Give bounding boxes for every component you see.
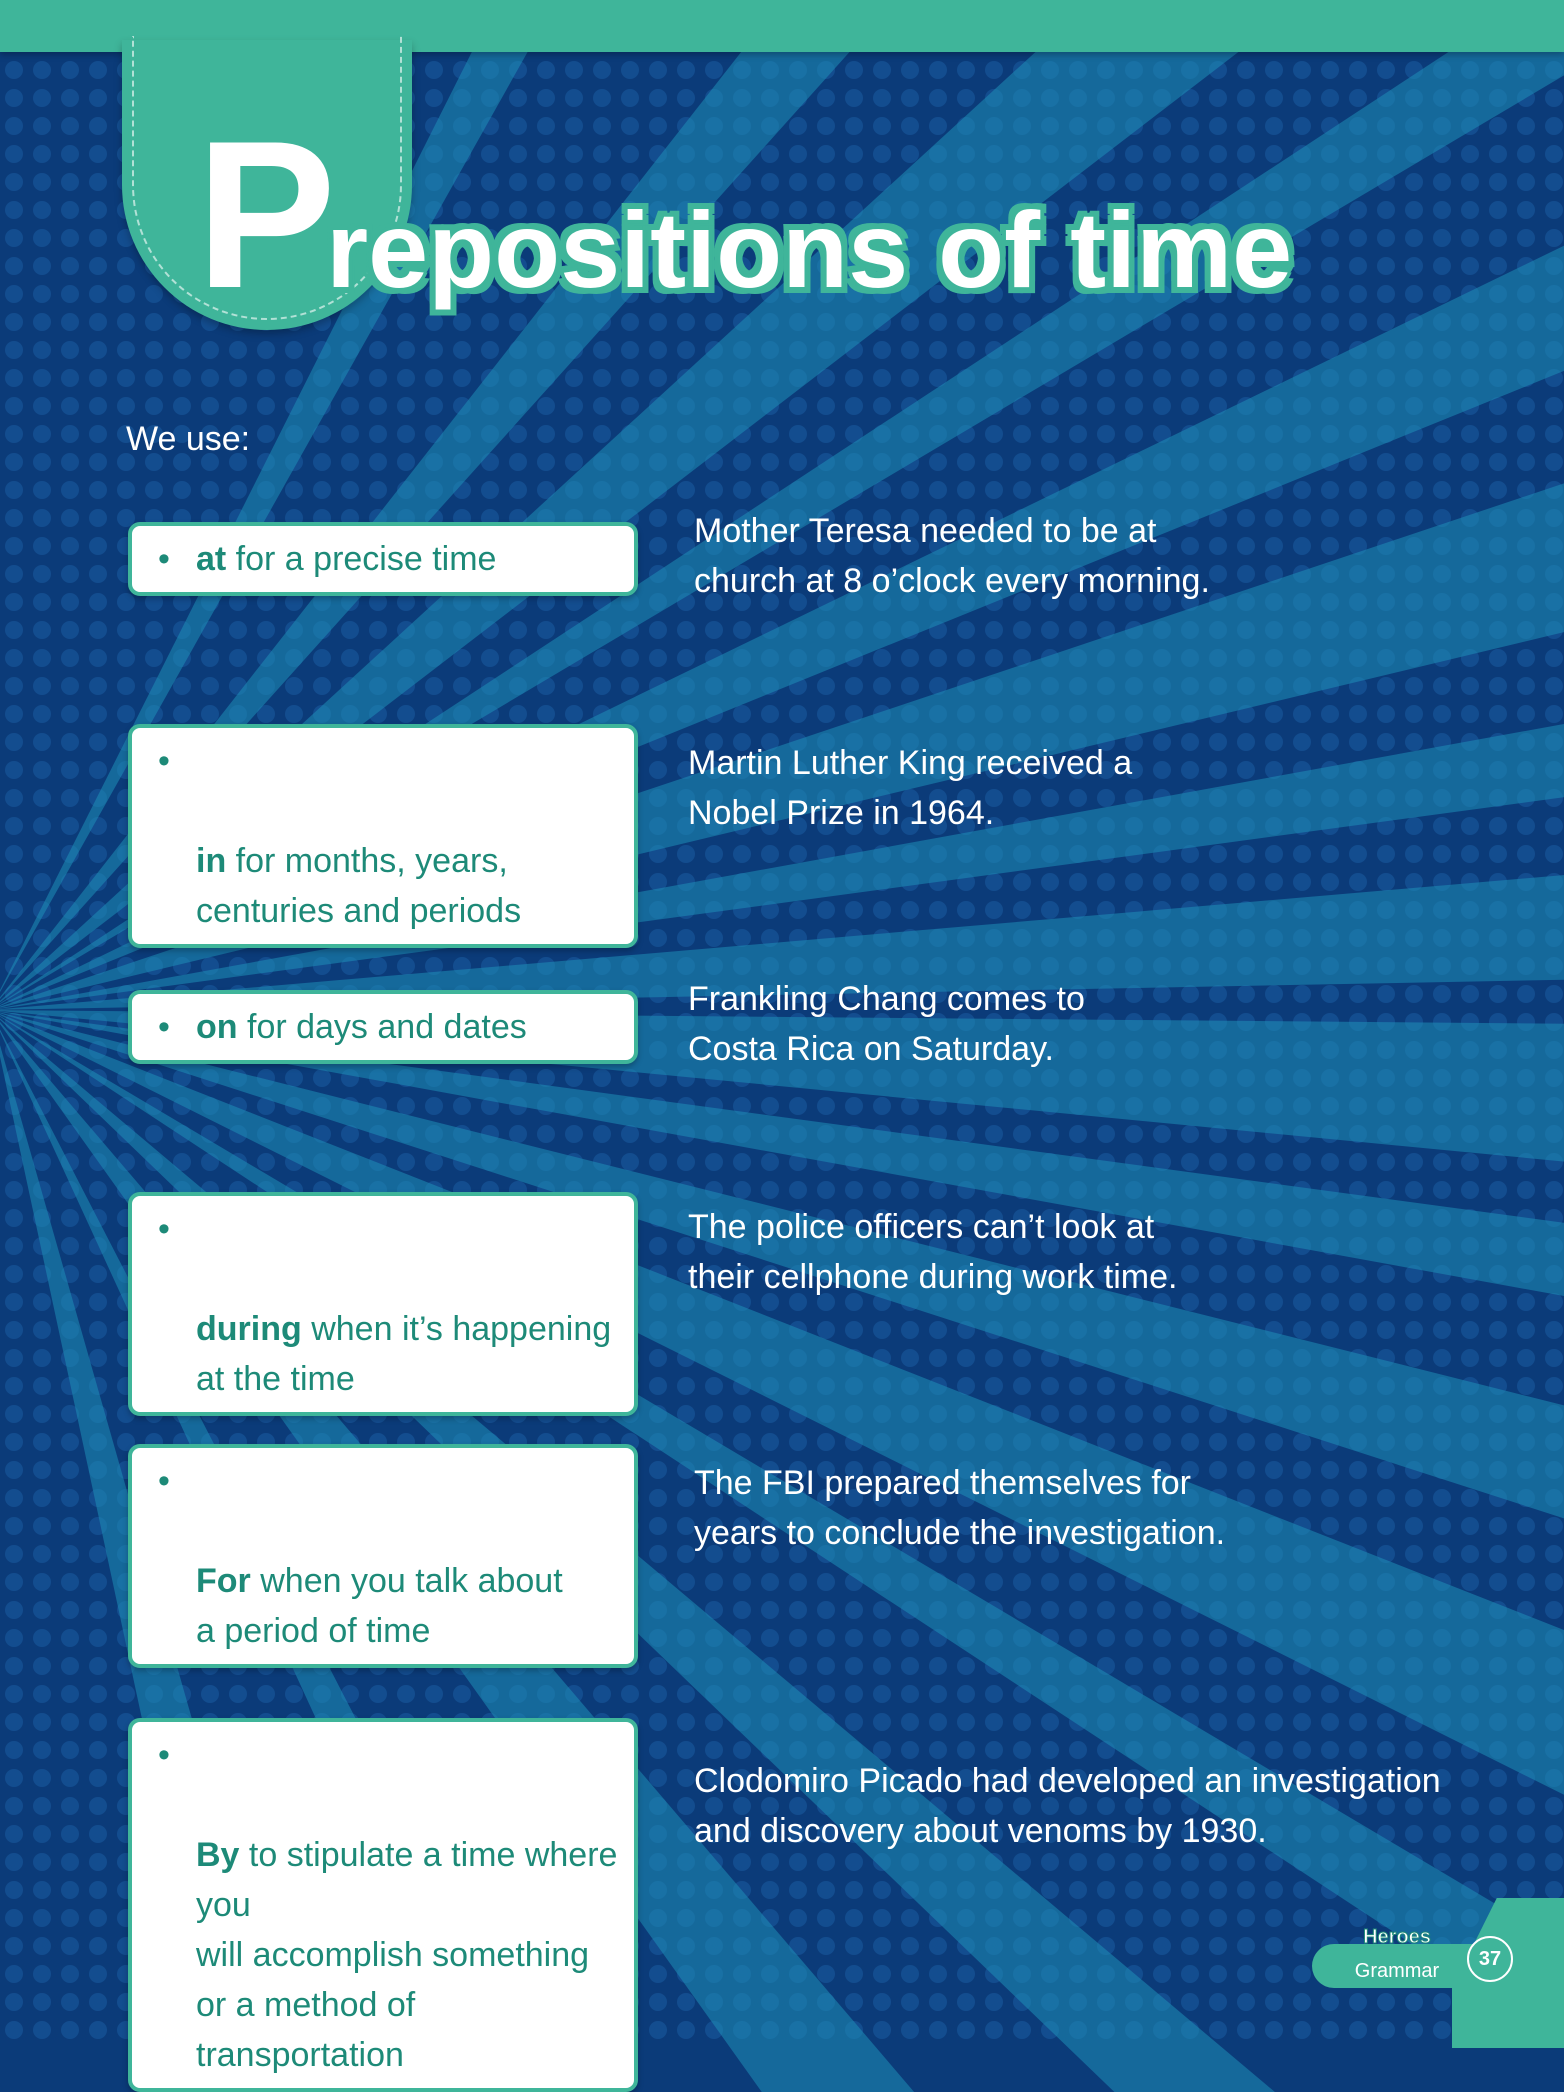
rule-box-on: [128, 990, 638, 1064]
example-on: Frankling Chang comes to Costa Rica on Saturday.: [688, 980, 1085, 1068]
rule-text: when you talk about a period of time: [196, 1562, 563, 1650]
example-by: Clodomiro Picado had developed an investigation and discovery about venoms by 1930.: [694, 1762, 1441, 1850]
rule-keyword: during: [196, 1310, 302, 1348]
example-at: Mother Teresa needed to be at church at 8 o’clock every morning.: [694, 512, 1210, 600]
rule-keyword: in: [196, 842, 227, 880]
example-in: Martin Luther King received a Nobel Prize in 1964.: [688, 744, 1133, 832]
intro-text: We use:: [126, 420, 251, 458]
rule-text: for months, years, centuries and periods: [196, 842, 522, 930]
rule-text: when it’s happening at the time: [196, 1310, 612, 1398]
rule-keyword: at: [196, 540, 227, 578]
rule-text: to stipulate a time where you will accomplish something or a method of transportation: [196, 1836, 618, 2074]
rule-box-for: [128, 1444, 638, 1668]
bullet-icon: •: [158, 540, 170, 578]
rule-keyword: By: [196, 1836, 240, 1874]
rule-box-by: [128, 1718, 638, 2092]
page-number: 37: [1467, 1936, 1513, 1982]
title-text: repositions of time: [326, 189, 1293, 310]
rule-keyword: For: [196, 1562, 251, 1600]
rule-text: for a precise time: [226, 540, 497, 578]
footer-section-label: Grammar: [1354, 1960, 1440, 1982]
bullet-icon: •: [158, 1210, 170, 1248]
rule-box-at: [128, 522, 638, 596]
rule-keyword: on: [196, 1008, 238, 1046]
title-initial: P: [196, 97, 333, 332]
bullet-icon: •: [158, 1462, 170, 1500]
bullet-icon: •: [158, 742, 170, 780]
page-title: [196, 97, 1293, 332]
rule-box-during: [128, 1192, 638, 1416]
bullet-icon: •: [158, 1008, 170, 1046]
rule-box-in: [128, 724, 638, 948]
example-for: The FBI prepared themselves for years to conclude the investigation.: [694, 1464, 1226, 1552]
bullet-icon: •: [158, 1736, 170, 1774]
footer-brand: Heroes: [1363, 1926, 1431, 1948]
example-during: The police officers can’t look at their cellphone during work time.: [688, 1208, 1178, 1296]
rule-text: for days and dates: [237, 1008, 527, 1046]
